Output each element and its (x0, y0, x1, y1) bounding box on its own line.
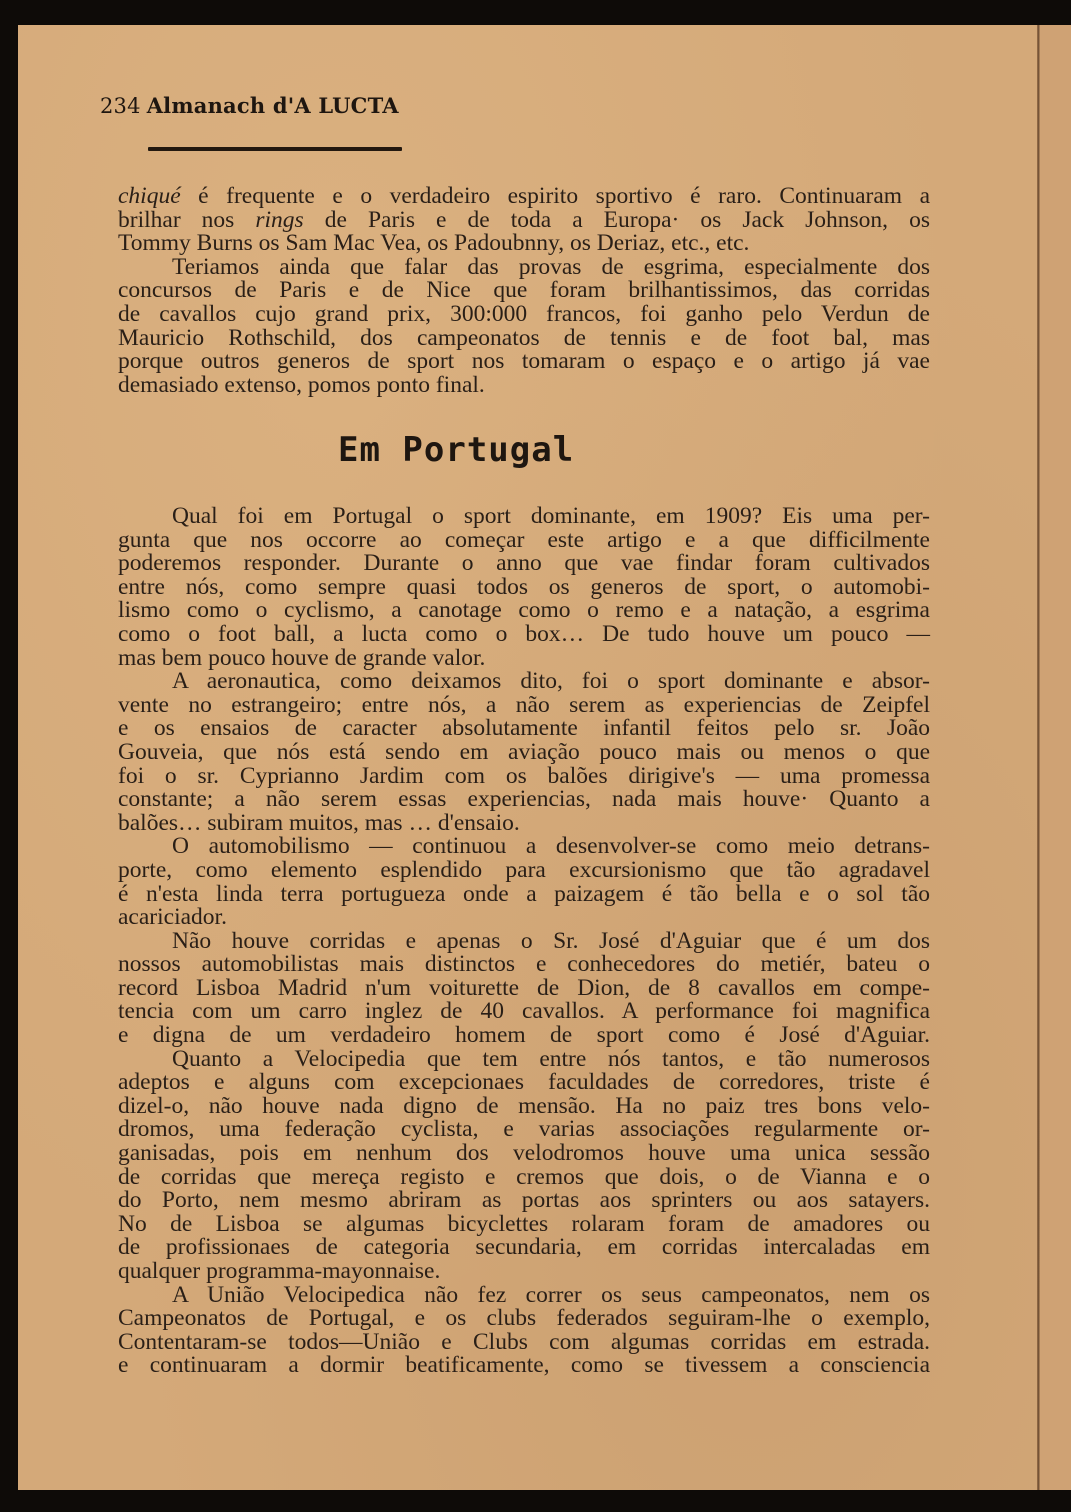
page-fold-line (1037, 25, 1040, 1490)
text-line: Mauricio Rothschild, dos campeonatos de tennis e de foot bal, mas (118, 324, 930, 351)
text-line: mas bem pouco houve de grande valor. (118, 644, 486, 671)
text-line: demasiado extenso, pomos ponto final. (118, 371, 485, 398)
text-line: é n'esta linda terra portugueza onde a paizagem é tão bella e o sol tão (118, 880, 930, 907)
text-line: lismo como o cyclismo, a canotage como o remo e a natação, a esgrima (118, 597, 930, 624)
italic-word: rings (255, 206, 304, 233)
text-line: balões… subiram muitos, mas … d'ensaio. (118, 809, 520, 836)
text-line: O automobilismo — continuou a desenvolver-se como meio detrans- (172, 833, 930, 860)
text-line: dizel-o, não houve nada digno de mensão. Ha no paiz tres bons velo- (118, 1092, 930, 1119)
text-line: Campeonatos de Portugal, e os clubs federados seguiram-lhe o exemplo, (118, 1305, 930, 1332)
text-span: brilhar nos (118, 206, 256, 233)
running-title: Almanach d'A LUCTA (146, 93, 399, 118)
text-line: dromos, uma federação cyclista, e varias associações regularmente or- (118, 1116, 930, 1143)
text-line: de corridas que mereça registo e cremos que dois, o de Vianna e o (118, 1163, 930, 1190)
text-line: adeptos e alguns com excepcionaes faculdades de corredores, triste é (118, 1069, 930, 1096)
text-line: qualquer programma-mayonnaise. (118, 1258, 441, 1284)
text-line: acariciador. (118, 904, 227, 931)
text-line: constante; a não serem essas experiencias, nada mais houve· Quanto a (118, 786, 930, 813)
text-line: Não houve corridas e apenas o Sr. José d'Aguiar que é um dos (172, 927, 930, 954)
text-line: ganisadas, pois em nenhum dos velodromos houve uma unica sessão (118, 1140, 930, 1167)
text-line: porque outros generos de sport nos tomaram o espaço e o artigo já vae (118, 348, 930, 375)
text-line (118, 206, 930, 233)
italic-word: chiqué (118, 183, 181, 209)
text-line: Contentaram-se todos—União e Clubs com algumas corridas em estrada. (118, 1328, 930, 1355)
intro-paragraph (118, 185, 930, 397)
facing-page-edge (1040, 25, 1071, 1490)
header-rule (148, 147, 402, 151)
text-span: é frequente e o verdadeiro espirito sportivo é raro. Continuaram a (180, 183, 930, 209)
scanned-page (18, 25, 1071, 1490)
page-number: 234 (100, 94, 141, 118)
text-line: foi o sr. Cyprianno Jardim com os balões dirigive's — uma promessa (118, 762, 930, 789)
text-line: Gouveia, que nós está sendo em aviação pouco mais ou menos o que (118, 738, 930, 765)
running-header (100, 93, 399, 118)
text-line: Quanto a Velocipedia que tem entre nós tantos, e tão numerosos (172, 1045, 930, 1072)
text-line: do Porto, nem mesmo abriram as portas aos sprinters ou aos satayers. (118, 1187, 930, 1214)
text-span: de Paris e de toda a Europa· os Jack Johnson, os (303, 206, 930, 233)
text-line: nossos automobilistas mais distinctos e conhecedores do metiér, bateu o (118, 951, 930, 978)
text-line: e continuaram a dormir beatificamente, como se tivessem a consciencia (118, 1352, 930, 1379)
section-title: Em Portugal (338, 430, 575, 470)
text-line: Tommy Burns os Sam Mac Vea, os Padoubnny, os Deriaz, etc., etc. (118, 230, 750, 257)
text-line: A União Velocipedica não fez correr os seus campeonatos, nem os (172, 1281, 930, 1308)
text-line: record Lisboa Madrid n'um voiturette de Dion, de 8 cavallos em compe- (118, 974, 930, 1001)
text-line: de profissionaes de categoria secundaria, em corridas intercaladas em (118, 1234, 930, 1261)
text-line: entre nós, como sempre quasi todos os generos de sport, o automobi- (118, 573, 930, 600)
text-line: A aeronautica, como deixamos dito, foi o sport dominante e absor- (172, 668, 930, 695)
text-line: vente no estrangeiro; entre nós, a não serem as experiencias de Zeipfel (118, 691, 930, 718)
text-line: e os ensaios de caracter absolutamente infantil feitos pelo sr. João (118, 715, 930, 742)
text-line: porte, como elemento esplendido para excursionismo que tão agradavel (118, 856, 930, 883)
text-line: Qual foi em Portugal o sport dominante, em 1909? Eis uma per- (172, 503, 930, 529)
text-line: No de Lisboa se algumas bicyclettes rolaram foram de amadores ou (118, 1210, 930, 1237)
text-line: tencia com um carro inglez de 40 cavallos. A performance foi magnifica (118, 998, 930, 1025)
text-line: concursos de Paris e de Nice que foram brilhantissimos, das corridas (118, 277, 930, 304)
article-body (118, 505, 930, 1378)
text-line: poderemos responder. Durante o anno que vae findar foram cultivados (118, 550, 930, 577)
text-line: e digna de um verdadeiro homem de sport como é José d'Aguiar. (118, 1022, 930, 1049)
text-line: gunta que nos occorre ao começar este artigo e a que difficilmente (118, 526, 930, 553)
text-line: como o foot ball, a lucta como o box… De tudo houve um pouco — (118, 620, 930, 647)
text-line: Teriamos ainda que falar das provas de esgrima, especialmente dos (172, 253, 930, 280)
text-line (118, 185, 930, 209)
text-line: de cavallos cujo grand prix, 300:000 francos, foi ganho pelo Verdun de (118, 300, 930, 327)
